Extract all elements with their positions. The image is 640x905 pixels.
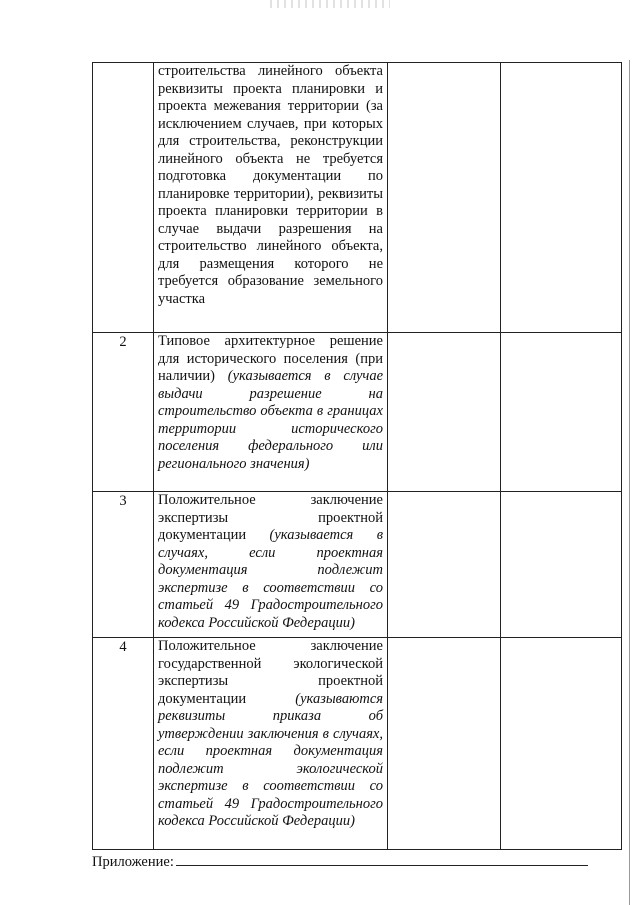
attachment-line	[92, 851, 588, 871]
row-value-cell	[388, 492, 501, 638]
row-text-cell	[154, 63, 388, 333]
document-table	[92, 62, 622, 850]
row-text-plain: Положительное заключение государственной экологической экспертизы проектной документации	[158, 638, 383, 707]
row-number-cell	[93, 333, 154, 492]
scan-artifact	[270, 0, 390, 8]
table-row	[93, 492, 622, 638]
row-text-plain: Положительное заключение экспертизы проектной документации	[158, 492, 383, 543]
row-number-cell	[93, 63, 154, 333]
row-value-cell	[388, 333, 501, 492]
table-row	[93, 638, 622, 850]
row-value-cell	[388, 638, 501, 850]
attachment-blank-field[interactable]	[176, 851, 588, 866]
row-text	[158, 492, 383, 632]
row-note-cell	[501, 492, 622, 638]
row-number	[93, 63, 153, 64]
row-text	[158, 333, 383, 473]
table-row	[93, 333, 622, 492]
row-text-italic: (указываются реквизиты приказа об утверждении заключения в случаях, если проектная документация подлежит экологической экспертизе в соответствии со статьей 49 Градостроительного кодекса Российской Федерации)	[158, 690, 383, 829]
row-text-cell	[154, 638, 388, 850]
row-note-cell	[501, 638, 622, 850]
row-text	[158, 63, 383, 308]
row-number: 4	[119, 639, 127, 655]
attachment-label: Приложение:	[92, 854, 174, 870]
row-number: 3	[119, 493, 127, 509]
table-row	[93, 63, 622, 333]
row-text-plain: строительства линейного объекта реквизиты проекта планировки и проекта межевания территории (за исключением случаев, при которых для строительства, реконструкции линейного объекта не требуется подготовка документации по планировке территории), реквизиты проекта планировки территории в случае выдачи разрешения на строительство линейного объекта, для размещения которого не требуется образование земельного участка	[158, 63, 383, 307]
row-note-cell	[501, 63, 622, 333]
row-number-cell	[93, 492, 154, 638]
row-text	[158, 638, 383, 831]
row-text-italic: (указывается в случае выдачи разрешение на строительство объекта в границах территории исторического поселения федерального или регионального значения)	[158, 368, 383, 472]
row-text-plain: Типовое архитектурное решение для исторического поселения (при наличии)	[158, 333, 383, 384]
row-number: 2	[119, 334, 127, 350]
row-text-cell	[154, 333, 388, 492]
row-text-italic: (указывается в случаях, если проектная документация подлежит экспертизе в соответствии со статьей 49 Градостроительного кодекса Российской Федерации)	[158, 527, 383, 631]
row-text-cell	[154, 492, 388, 638]
row-number-cell	[93, 638, 154, 850]
row-note-cell	[501, 333, 622, 492]
page-edge-line	[629, 60, 630, 905]
row-value-cell	[388, 63, 501, 333]
